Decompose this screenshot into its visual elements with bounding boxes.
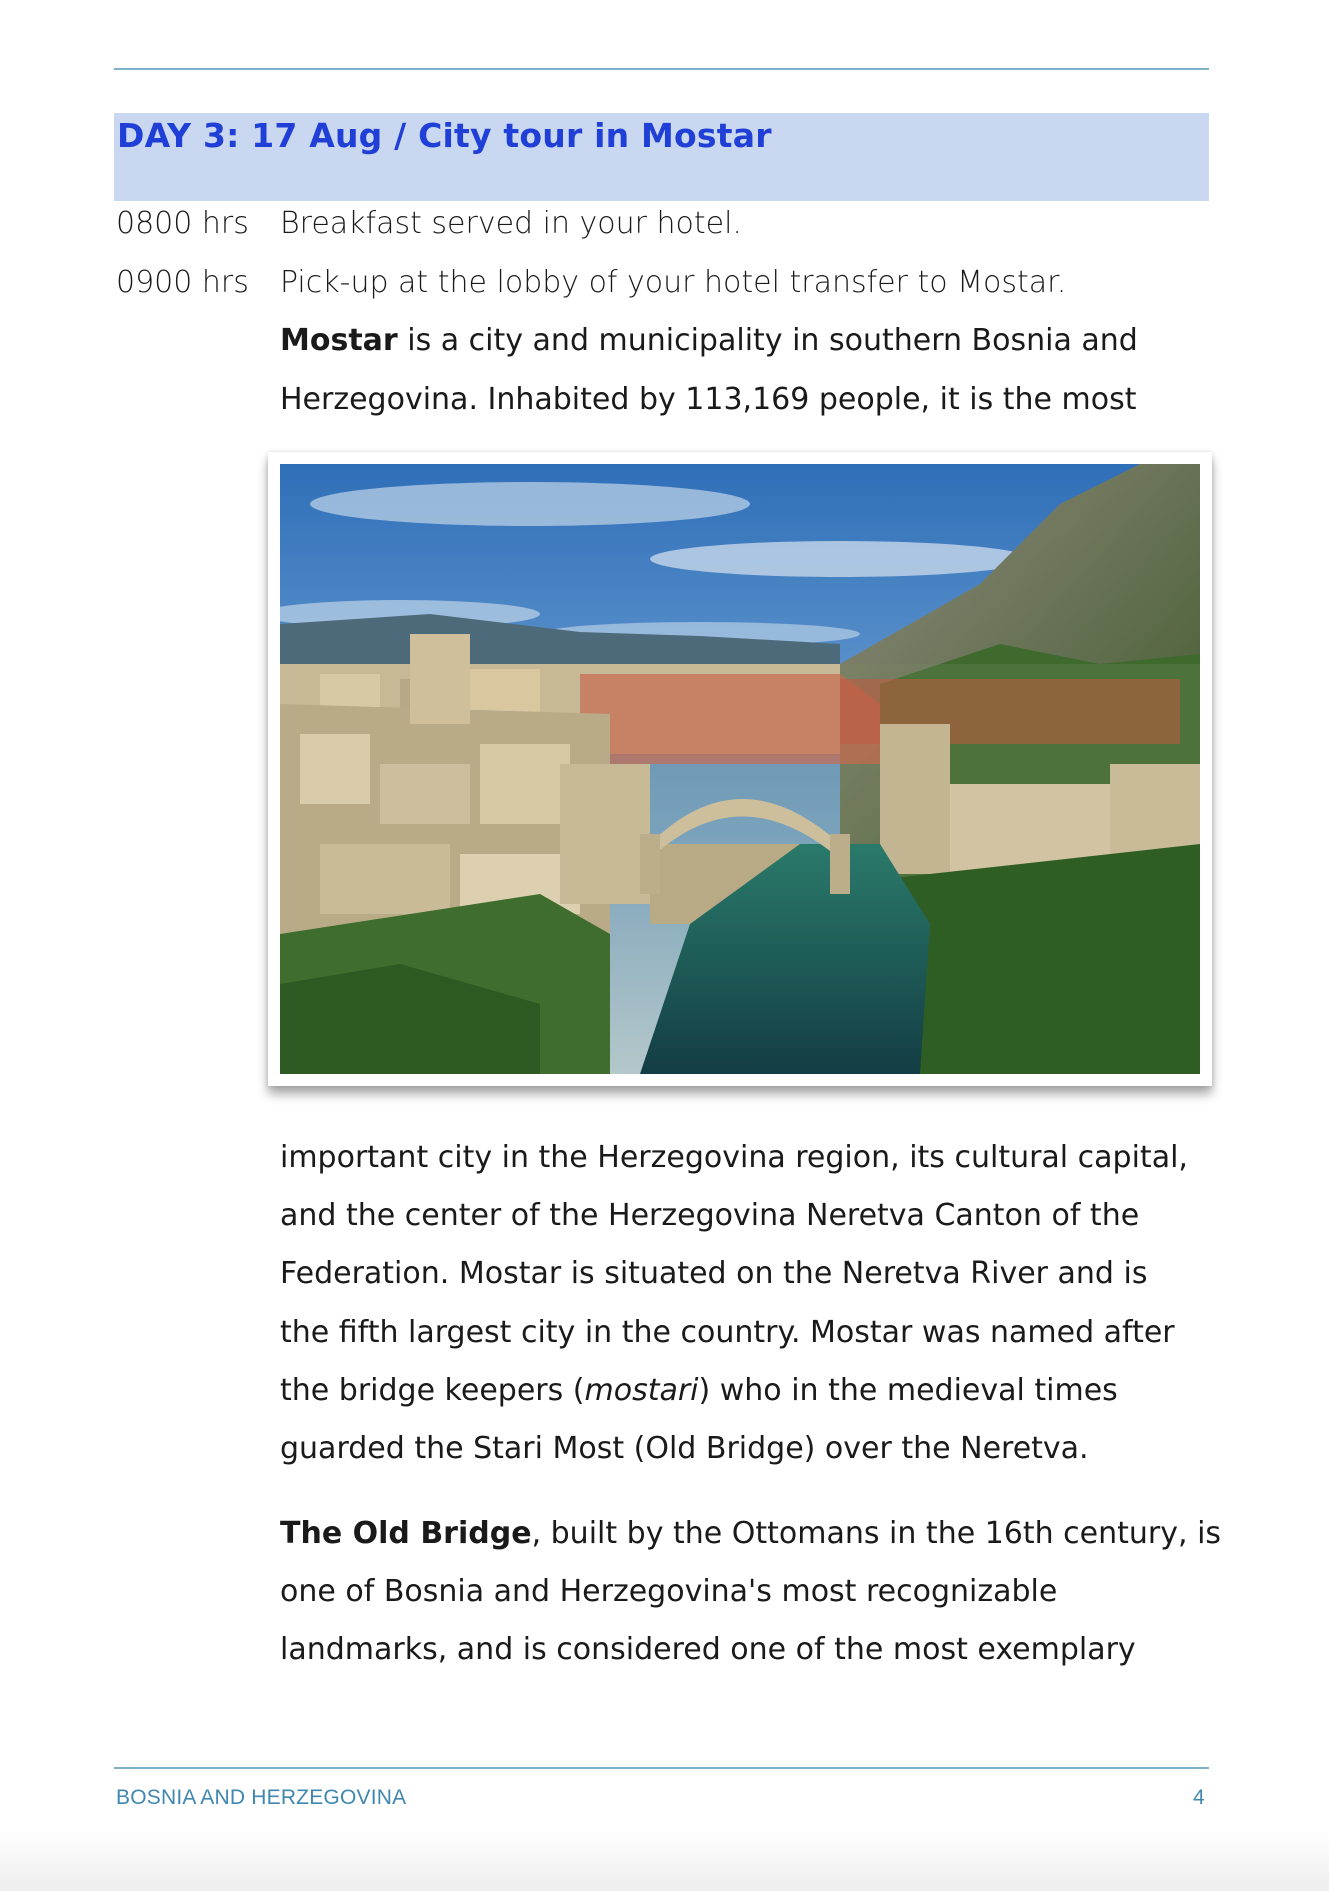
mostar-bold: Mostar [280,323,398,358]
schedule-time-2: 0900 hrs [116,265,249,300]
footer-page-number: 4 [1193,1786,1205,1809]
intro-line-2: Herzegovina. Inhabited by 113,169 people, it is the most [280,382,1137,417]
bridge-line-1-rest: , built by the Ottomans in the 16th century, is [531,1516,1222,1551]
footer-country: BOSNIA AND HERZEGOVINA [116,1786,407,1809]
mostar-photo-frame [268,452,1212,1086]
day-header [114,113,1209,201]
intro-line-1 [280,323,1138,358]
bottom-divider [114,1767,1209,1769]
schedule-text-1: Breakfast served in your hotel. [280,206,742,241]
continued-line-2: and the center of the Herzegovina Neretva Canton of the [280,1198,1140,1233]
continued-line-5-after: ) who in the medieval times [698,1373,1118,1408]
schedule-text-2: Pick-up at the lobby of your hotel transfer to Mostar. [280,265,1067,300]
continued-line-5 [280,1373,1118,1408]
continued-line-3: Federation. Mostar is situated on the Neretva River and is [280,1256,1148,1291]
intro-line-1-rest: is a city and municipality in southern Bosnia and [397,323,1138,358]
page-bottom-shade [0,1831,1329,1891]
continued-line-5-before: the bridge keepers ( [280,1373,585,1408]
mostar-old-bridge-photo [280,464,1200,1074]
continued-line-1: important city in the Herzegovina region, its cultural capital, [280,1140,1188,1175]
bridge-line-3: landmarks, and is considered one of the most exemplary [280,1632,1136,1667]
old-bridge-bold: The Old Bridge [280,1516,532,1551]
continued-line-6: guarded the Stari Most (Old Bridge) over the Neretva. [280,1431,1089,1466]
continued-line-4: the fifth largest city in the country. Mostar was named after [280,1315,1175,1350]
bridge-line-2: one of Bosnia and Herzegovina's most recognizable [280,1574,1058,1609]
bridge-line-1 [280,1516,1221,1551]
day-header-title: DAY 3: 17 Aug / City tour in Mostar [117,116,772,155]
schedule-time-1: 0800 hrs [116,206,249,241]
mostari-italic: mostari [584,1373,699,1408]
top-divider [114,68,1209,70]
mostar-photo-illustration [280,464,1200,1074]
